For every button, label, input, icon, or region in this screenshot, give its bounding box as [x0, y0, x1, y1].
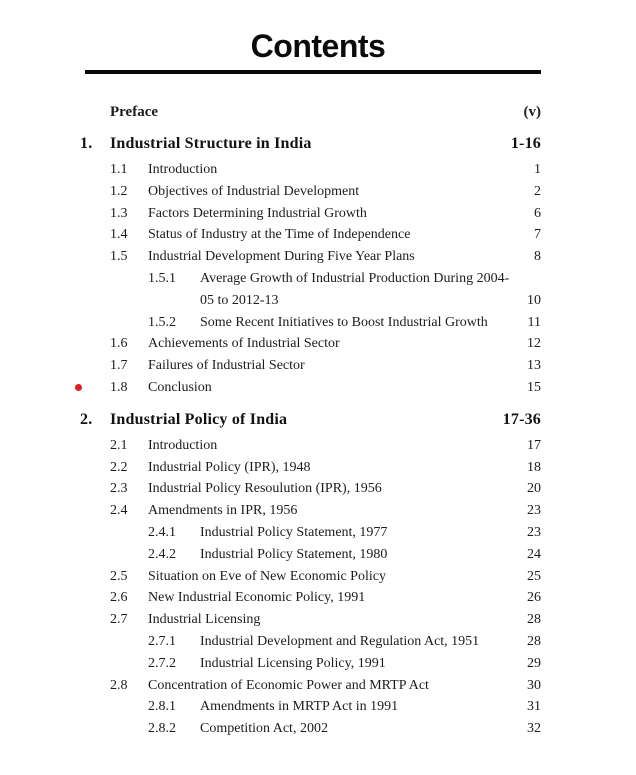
item-number: 2.8.2 — [148, 721, 176, 737]
toc-item — [80, 377, 541, 399]
item-number: 2.4.2 — [148, 546, 176, 562]
item-number: 2.1 — [110, 437, 128, 453]
toc-item — [80, 587, 541, 609]
toc-item — [80, 333, 541, 355]
item-title: Introduction — [148, 162, 218, 177]
item-page: 13 — [527, 358, 541, 374]
item-page: 17 — [527, 437, 541, 453]
item-page: 8 — [534, 249, 541, 265]
item-number: 2.4 — [110, 503, 128, 519]
item-number: 1.3 — [110, 205, 128, 221]
item-page: 31 — [527, 699, 541, 715]
item-title: Industrial Policy Statement, 1977 — [200, 524, 388, 540]
item-title: Status of Industry at the Time of Independence — [148, 227, 411, 243]
toc-item — [80, 355, 541, 377]
item-title: Some Recent Initiatives to Boost Industrial Growth — [200, 314, 488, 330]
chapter-number: 1. — [80, 135, 93, 152]
item-number: 1.6 — [110, 336, 128, 352]
item-page: 29 — [527, 655, 541, 671]
preface-page: (v) — [523, 104, 541, 120]
item-page: 20 — [527, 481, 541, 497]
item-number: 2.7.1 — [148, 633, 176, 649]
item-title: Achievements of Industrial Sector — [148, 336, 340, 352]
toc-list — [80, 101, 541, 740]
item-page: 7 — [534, 227, 541, 243]
toc-item — [80, 478, 541, 500]
item-number: 1.4 — [110, 227, 128, 243]
item-page: 11 — [527, 314, 541, 330]
item-title: Amendments in IPR, 1956 — [148, 503, 298, 519]
toc-item — [80, 312, 541, 334]
toc-item — [80, 500, 541, 522]
item-title: New Industrial Economic Policy, 1991 — [148, 590, 366, 606]
item-title: Average Growth of Industrial Production During 2004-05 to 2012-13 — [200, 270, 510, 308]
chapter-heading — [80, 408, 541, 432]
item-number: 1.8 — [110, 379, 128, 395]
item-title: Conclusion — [148, 379, 212, 395]
toc-item — [80, 268, 541, 312]
toc-item — [80, 566, 541, 588]
chapter-heading — [80, 132, 541, 156]
red-bullet-marker-icon — [75, 384, 82, 391]
toc-item — [80, 224, 541, 246]
item-number: 2.5 — [110, 568, 128, 584]
item-page: 26 — [527, 590, 541, 606]
toc-item — [80, 696, 541, 718]
item-title: Failures of Industrial Sector — [148, 358, 305, 374]
item-page: 10 — [527, 292, 541, 308]
item-number: 2.2 — [110, 459, 128, 475]
toc-item — [80, 718, 541, 740]
item-number: 1.5.2 — [148, 314, 176, 330]
chapter-title: Industrial Policy of India — [110, 410, 288, 428]
toc-item — [80, 159, 541, 181]
item-title: Industrial Policy (IPR), 1948 — [148, 459, 311, 475]
item-number: 2.8 — [110, 677, 128, 693]
item-title: Concentration of Economic Power and MRTP Act — [148, 677, 429, 693]
toc-item — [80, 246, 541, 268]
item-title: Industrial Licensing — [148, 612, 261, 628]
chapter-number: 2. — [80, 410, 93, 428]
toc-item — [80, 203, 541, 225]
item-page: 24 — [527, 546, 541, 562]
toc-item — [80, 653, 541, 675]
item-number: 2.7 — [110, 612, 128, 628]
preface-row — [80, 101, 541, 123]
item-page: 32 — [527, 721, 541, 737]
item-page: 2 — [534, 183, 541, 199]
page-title: Contents — [250, 28, 386, 64]
toc-item — [80, 675, 541, 697]
toc-item — [80, 631, 541, 653]
item-number: 2.7.2 — [148, 655, 176, 671]
item-page: 23 — [527, 524, 541, 540]
item-page: 28 — [527, 633, 541, 649]
item-number: 1.5.1 — [148, 270, 176, 286]
toc-item — [80, 522, 541, 544]
item-number: 2.4.1 — [148, 524, 176, 540]
item-title: Industrial Policy Resoulution (IPR), 1956 — [148, 481, 382, 497]
item-page: 12 — [527, 336, 541, 352]
item-page: 6 — [534, 205, 541, 221]
preface-label: Preface — [110, 104, 159, 120]
item-number: 1.2 — [110, 183, 128, 199]
toc-item — [80, 457, 541, 479]
toc-item — [80, 181, 541, 203]
item-title: Amendments in MRTP Act in 1991 — [200, 699, 399, 715]
item-page: 30 — [527, 677, 541, 693]
toc-item — [80, 544, 541, 566]
chapter-page-range: 1-16 — [510, 135, 541, 152]
item-page: 15 — [527, 379, 541, 395]
item-title: Objectives of Industrial Development — [148, 183, 360, 199]
item-number: 1.5 — [110, 249, 128, 265]
item-page: 28 — [527, 612, 541, 628]
item-title: Industrial Development and Regulation Act, 1951 — [200, 633, 480, 649]
item-title: Industrial Licensing Policy, 1991 — [200, 655, 386, 671]
item-title: Competition Act, 2002 — [200, 721, 328, 737]
item-page: 25 — [527, 568, 541, 584]
chapter-title: Industrial Structure in India — [110, 135, 312, 152]
item-page: 1 — [534, 162, 541, 177]
toc-item — [80, 609, 541, 631]
item-page: 23 — [527, 503, 541, 519]
item-title: Introduction — [148, 437, 218, 453]
title-rule — [85, 70, 541, 74]
item-number: 1.7 — [110, 358, 128, 374]
item-title: Industrial Development During Five Year Plans — [148, 249, 415, 265]
item-title: Situation on Eve of New Economic Policy — [148, 568, 386, 584]
item-number: 2.3 — [110, 481, 128, 497]
item-number: 2.8.1 — [148, 699, 176, 715]
item-number: 2.6 — [110, 590, 128, 606]
item-number: 1.1 — [110, 162, 128, 177]
chapter-page-range: 17-36 — [502, 410, 541, 428]
toc-item — [80, 435, 541, 457]
item-title: Industrial Policy Statement, 1980 — [200, 546, 388, 562]
item-page: 18 — [527, 459, 541, 475]
item-title: Factors Determining Industrial Growth — [148, 205, 367, 221]
